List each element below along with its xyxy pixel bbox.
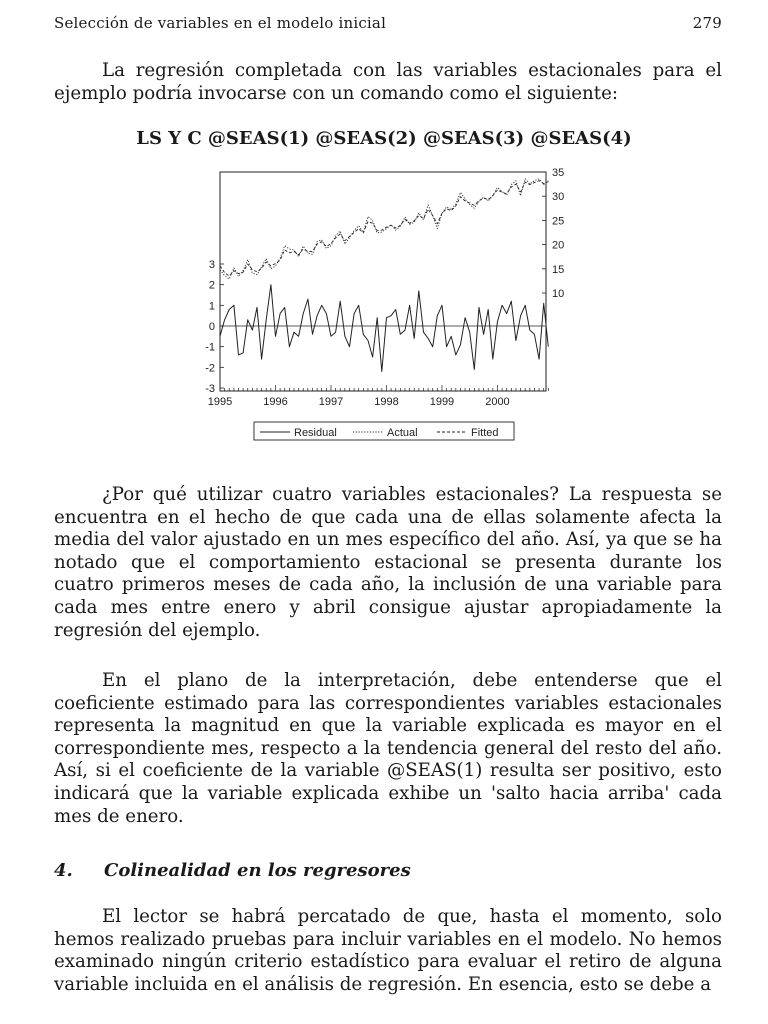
x-tick-label: 1996 [263,396,288,408]
section-title: Colinealidad en los regresores [104,860,411,881]
left-tick-label: 3 [208,259,215,271]
left-tick-label: -1 [205,341,215,354]
running-header [54,14,722,38]
running-header-title: Selección de variables en el modelo inicial [54,14,387,32]
eviews-command: LS Y C @SEAS(1) @SEAS(2) @SEAS(3) @SEAS(4) [136,128,632,149]
right-tick-label: 25 [552,215,565,228]
legend-label-fitted: Fitted [471,427,499,439]
left-tick-label: 2 [208,279,215,292]
left-tick-label: 0 [208,321,215,333]
paragraph-why-seasonal: ¿Por qué utilizar cuatro variables estacionales? La respuesta se encuentra en el hecho de que cada una de ellas solamente afecta la media del valor ajustado en un mes específico del año. Así, ya que se ha notado que el comportamiento estacional se presenta durante los cuatro primeros meses de cada año, la inclusión de una variable para cada mes entre enero y abril consigue ajustar apropiadamente la regresión del ejemplo. [54,484,722,641]
right-tick-label: 30 [552,191,565,204]
series-line-fitted [220,181,548,276]
x-tick-label: 2000 [485,396,510,408]
section-heading [54,860,411,881]
x-tick-label: 1999 [429,396,455,408]
x-tick-label: 1995 [207,396,233,408]
section-number: 4. [54,860,73,881]
paragraph-interpretation: En el plano de la interpretación, debe entenderse que el coeficiente estimado para las correspondientes variables estacionales representa la magnitud en que la variable explicada es mayor en el correspondiente mes, respecto a la tendencia general del resto del año. Así, si el coeficiente de la variable @SEAS(1) resulta ser positivo, esto indicará que la variable explicada exhibe un 'salto hacia arriba' cada mes de enero. [54,670,722,827]
right-tick-label: 35 [552,167,565,179]
left-tick-label: -3 [205,383,215,395]
right-tick-label: 20 [552,239,565,252]
residual-actual-fitted-chart [190,160,590,450]
paragraph-collinearity: El lector se habrá percatado de que, hasta el momento, solo hemos realizado pruebas para incluir variables en el modelo. No hemos examinado ningún criterio estadístico para evaluar el retiro de alguna variable incluida en el análisis de regresión. En esencia, esto se debe a [54,906,722,995]
right-tick-label: 10 [552,288,565,300]
chart-svg [190,160,590,450]
left-tick-label: -2 [205,362,215,375]
page-number: 279 [692,14,722,32]
right-tick-label: 15 [552,263,565,276]
legend-label-residual: Residual [294,427,337,439]
legend-label-actual: Actual [387,427,418,439]
x-tick-label: 1998 [374,396,399,408]
series-line-residual [220,285,548,372]
paragraph-intro: La regresión completada con las variables estacionales para el ejemplo podría invocarse con un comando como el siguiente: [54,60,722,104]
left-tick-label: 1 [208,300,215,313]
x-tick-label: 1997 [318,396,344,408]
